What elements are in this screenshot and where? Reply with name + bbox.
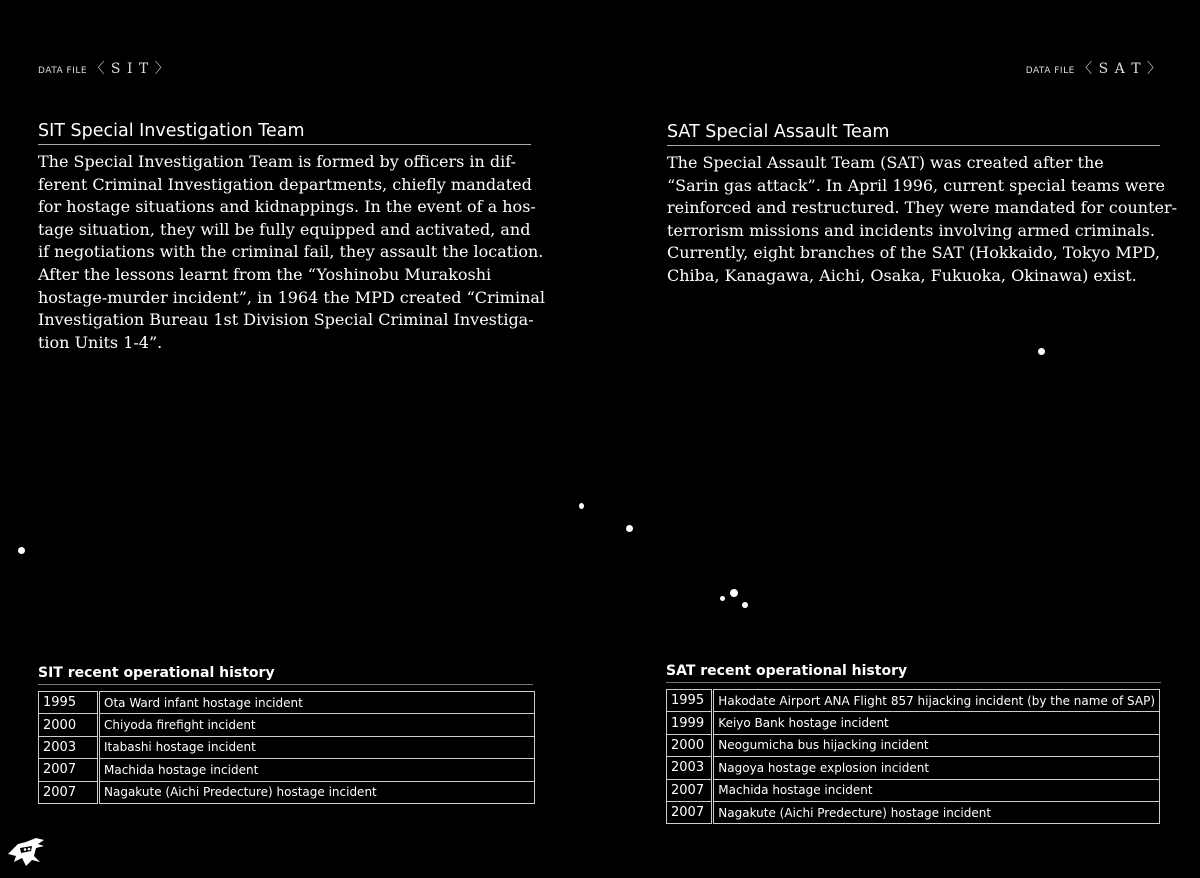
- table-row: [667, 801, 1160, 823]
- decorative-dot: [742, 602, 748, 608]
- sit-history-table: [38, 691, 535, 804]
- table-row: [39, 714, 535, 736]
- sit-heading: SIT Special Investigation Team: [38, 121, 531, 145]
- text-line: After the lessons learnt from the “Yoshinobu Murakoshi: [38, 264, 492, 284]
- table-row: [39, 692, 535, 714]
- table-row: [39, 759, 535, 781]
- event-cell: Machida hostage incident: [713, 779, 1160, 801]
- running-header-sit: [38, 58, 170, 78]
- ninja-silhouette-icon: [4, 828, 48, 872]
- decorative-dot: [18, 547, 25, 554]
- table-row: [667, 690, 1160, 712]
- right-page: [600, 0, 1200, 878]
- decorative-dot: [730, 589, 738, 597]
- runner-section: 〈 S I T 〉: [90, 61, 170, 77]
- text-line: for hostage situations and kidnappings. In the event of a hos-: [38, 197, 536, 217]
- year-cell: 2007: [39, 781, 99, 803]
- year-cell: 1999: [667, 712, 713, 734]
- decorative-dot: [720, 596, 725, 601]
- runner-label: DATA FILE: [1025, 66, 1075, 76]
- year-cell: 2003: [667, 757, 713, 779]
- decorative-dot: [626, 525, 633, 532]
- year-cell: 2007: [39, 759, 99, 781]
- table-row: [667, 757, 1160, 779]
- text-line: Currently, eight branches of the SAT (Hokkaido, Tokyo MPD,: [667, 243, 1160, 263]
- decorative-dot: [1038, 348, 1045, 355]
- decorative-dot: [579, 503, 584, 509]
- sat-history-table: [666, 689, 1160, 824]
- event-cell: Hakodate Airport ANA Flight 857 hijacking incident (by the name of SAP): [713, 690, 1160, 712]
- text-line: hostage-murder incident”, in 1964 the MPD created “Criminal: [38, 287, 546, 307]
- text-line: The Special Assault Team (SAT) was created after the: [667, 153, 1104, 172]
- table-row: [667, 779, 1160, 801]
- table-row: [667, 734, 1160, 756]
- runner-label: DATA FILE: [38, 66, 88, 76]
- year-cell: 2007: [667, 801, 713, 823]
- event-cell: Nagoya hostage explosion incident: [713, 757, 1160, 779]
- event-cell: Nagakute (Aichi Predecture) hostage incident: [99, 781, 535, 803]
- year-cell: 2000: [39, 714, 99, 736]
- year-cell: 1995: [39, 692, 99, 714]
- running-header-sat: [1026, 58, 1162, 78]
- text-line: if negotiations with the criminal fail, they assault the location.: [38, 242, 544, 262]
- event-cell: Keiyo Bank hostage incident: [713, 712, 1160, 734]
- sat-heading: SAT Special Assault Team: [667, 122, 1160, 146]
- sit-history-title: SIT recent operational history: [38, 665, 533, 685]
- text-line: ferent Criminal Investigation departments, chiefly mandated: [38, 174, 532, 194]
- sit-description: [38, 151, 546, 354]
- text-line: terrorism missions and incidents involving armed criminals.: [667, 220, 1155, 240]
- text-line: “Sarin gas attack”. In April 1996, current special teams were: [667, 175, 1166, 195]
- table-row: [39, 736, 535, 758]
- sat-description: [667, 152, 1178, 288]
- text-line: tage situation, they will be fully equipped and activated, and: [38, 219, 531, 239]
- year-cell: 1995: [667, 690, 713, 712]
- event-cell: Nagakute (Aichi Predecture) hostage incident: [713, 801, 1160, 823]
- event-cell: Itabashi hostage incident: [99, 736, 535, 758]
- table-row: [667, 712, 1160, 734]
- event-cell: Machida hostage incident: [99, 759, 535, 781]
- text-line: The Special Investigation Team is formed by officers in dif-: [38, 152, 517, 171]
- runner-section: 〈 S A T 〉: [1078, 61, 1162, 77]
- table-row: [39, 781, 535, 803]
- text-line: tion Units 1-4”.: [38, 332, 163, 352]
- year-cell: 2003: [39, 736, 99, 758]
- event-cell: Ota Ward infant hostage incident: [99, 692, 535, 714]
- text-line: Investigation Bureau 1st Division Special Criminal Investiga-: [38, 310, 534, 330]
- year-cell: 2000: [667, 734, 713, 756]
- event-cell: Neogumicha bus hijacking incident: [713, 734, 1160, 756]
- sat-history-title: SAT recent operational history: [666, 663, 1161, 683]
- year-cell: 2007: [667, 779, 713, 801]
- text-line: reinforced and restructured. They were mandated for counter-: [667, 198, 1178, 218]
- event-cell: Chiyoda firefight incident: [99, 714, 535, 736]
- text-line: Chiba, Kanagawa, Aichi, Osaka, Fukuoka, Okinawa) exist.: [667, 265, 1137, 285]
